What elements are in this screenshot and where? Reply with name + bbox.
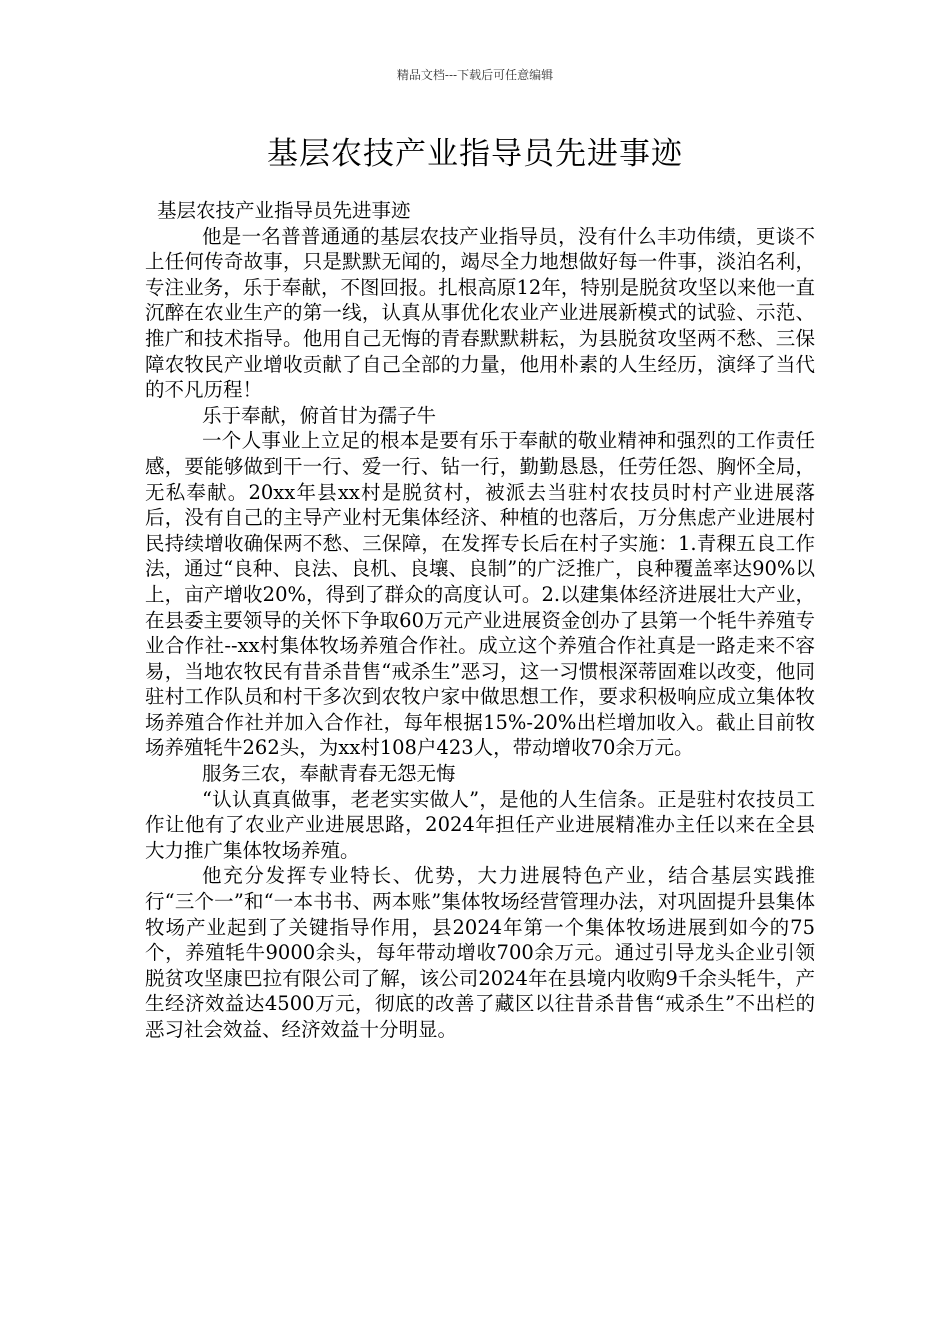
- paragraph-dedication: 一个人事业上立足的根本是要有乐于奉献的敬业精神和强烈的工作责任感，要能够做到干一行、爱一行、钻一行，勤勤恳恳，任劳任怨、胸怀全局，无私奉献。20xx年县xx村是脱贫村，被派去当驻村农技员时村产业进展落后，没有自己的主导产业村无集体经济、种植的也落后，万分焦虑产业进展村民持续增收确保两不愁、三保障，在发挥专长后在村子实施：1.青稞五良工作法，通过“良种、良法、良机、良壤、良制”的广泛推广，良种覆盖率达90%以上，亩产增收20%，得到了群众的高度认可。2.以建集体经济进展壮大产业，在县委主要领导的关怀下争取60万元产业进展资金创办了县第一个牦牛养殖专业合作社--xx村集体牧场养殖合作社。成立这个养殖合作社真是一路走来不容易，当地农牧民有昔杀昔售“戒杀生”恶习，这一习惯根深蒂固难以改变，他同驻村工作队员和村干多次到农牧户家中做思想工作，要求积极响应成立集体牧场养殖合作社并加入合作社，每年根据15%-20%出栏增加收入。截止目前牧场养殖牦牛262头，为xx村108户423人，带动增收70余万元。: [145, 429, 815, 760]
- section-heading: 服务三农，奉献青春无怨无悔: [202, 762, 456, 786]
- document-body: [145, 198, 815, 1043]
- document-subtitle: 基层农技产业指导员先进事迹: [157, 199, 411, 222]
- section-heading: 乐于奉献，俯首甘为孺子牛: [202, 403, 437, 427]
- paragraph-motto: “认认真真做事，老老实实做人”，是他的人生信条。正是驻村农技员工作让他有了农业产业进展思路，2024年担任产业进展精准办主任以来在全县大力推广集体牧场养殖。: [145, 787, 815, 862]
- page-header: 精品文档---下载后可任意编辑: [396, 68, 554, 82]
- document-title: 基层农技产业指导员先进事迹: [267, 136, 683, 172]
- paragraph-achievements: 他充分发挥专业特长、优势，大力进展特色产业，结合基层实践推行“三个一”和“一本书书、两本账”集体牧场经营管理办法，对巩固提升县集体牧场产业起到了关键指导作用，县2024年第一个集体牧场进展到如今的75个，养殖牦牛9000余头，每年带动增收700余万元。通过引导龙头企业引领脱贫攻坚康巴拉有限公司了解，该公司2024年在县境内收购9千余头牦牛，产生经济效益达4500万元，彻底的改善了藏区以往昔杀昔售“戒杀生”不出栏的恶习社会效益、经济效益十分明显。: [145, 864, 815, 1041]
- paragraph-intro: 他是一名普普通通的基层农技产业指导员，没有什么丰功伟绩，更谈不上任何传奇故事，只是默默无闻的，竭尽全力地想做好每一件事，淡泊名利，专注业务，乐于奉献，不图回报。扎根高原12年，特别是脱贫攻坚以来他一直沉醉在农业生产的第一线，认真从事优化农业产业进展新模式的试验、示范、推广和技术指导。他用自己无悔的青春默默耕耘，为县脱贫攻坚两不愁、三保障农牧民产业增收贡献了自己全部的力量，他用朴素的人生经历，演绎了当代的不凡历程！: [145, 224, 815, 402]
